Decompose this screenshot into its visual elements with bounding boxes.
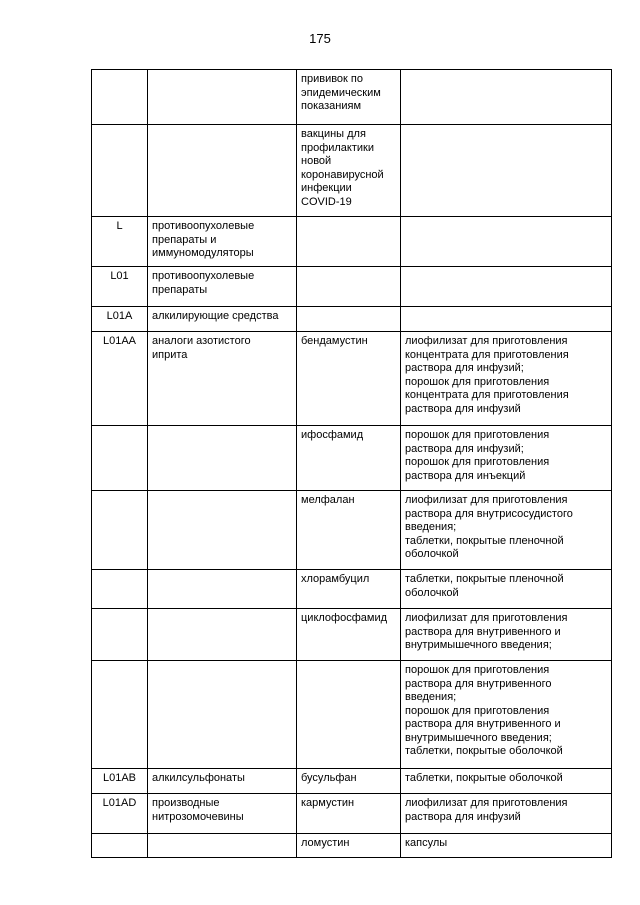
drug-name-cell: [297, 661, 401, 769]
dosage-form-cell: таблетки, покрытые оболочкой: [401, 769, 612, 794]
atc-code-cell: [92, 70, 148, 125]
group-name-cell: [148, 609, 297, 661]
group-name-cell: [148, 661, 297, 769]
drug-name-cell: циклофосфамид: [297, 609, 401, 661]
drug-name-cell: ломустин: [297, 834, 401, 858]
drug-name-cell: вакцины для профилактики новой коронавирусной инфекции COVID-19: [297, 125, 401, 217]
group-name-cell: аналоги азотистого иприта: [148, 332, 297, 426]
table-row: [92, 70, 612, 125]
group-name-cell: противоопухолевые препараты: [148, 267, 297, 307]
atc-code-cell: L01: [92, 267, 148, 307]
dosage-form-cell: [401, 125, 612, 217]
dosage-form-cell: лиофилизат для приготовления концентрата для приготовления раствора для инфузий; порошок для приготовления концентрата для приготовления раствора для инфузий: [401, 332, 612, 426]
table-row: [92, 794, 612, 834]
group-name-cell: [148, 570, 297, 609]
group-name-cell: [148, 125, 297, 217]
table-row: [92, 834, 612, 858]
atc-code-cell: [92, 570, 148, 609]
dosage-form-cell: [401, 217, 612, 267]
table-row: [92, 661, 612, 769]
dosage-form-cell: [401, 267, 612, 307]
drug-name-cell: бендамустин: [297, 332, 401, 426]
group-name-cell: алкилирующие средства: [148, 307, 297, 332]
atc-code-cell: [92, 834, 148, 858]
drug-table: [91, 69, 612, 858]
table-row: [92, 217, 612, 267]
group-name-cell: [148, 426, 297, 491]
atc-code-cell: L: [92, 217, 148, 267]
atc-code-cell: [92, 661, 148, 769]
atc-code-cell: L01AD: [92, 794, 148, 834]
dosage-form-cell: [401, 70, 612, 125]
drug-name-cell: [297, 267, 401, 307]
table-row: [92, 769, 612, 794]
table-row: [92, 332, 612, 426]
dosage-form-cell: [401, 307, 612, 332]
table-row: [92, 570, 612, 609]
dosage-form-cell: лиофилизат для приготовления раствора для внутрисосудистого введения; таблетки, покрытые пленочной оболочкой: [401, 491, 612, 570]
dosage-form-cell: лиофилизат для приготовления раствора для внутривенного и внутримышечного введения;: [401, 609, 612, 661]
atc-code-cell: L01A: [92, 307, 148, 332]
table-row: [92, 609, 612, 661]
drug-name-cell: ифосфамид: [297, 426, 401, 491]
drug-name-cell: хлорамбуцил: [297, 570, 401, 609]
drug-name-cell: [297, 217, 401, 267]
dosage-form-cell: порошок для приготовления раствора для внутривенного введения; порошок для приготовления раствора для внутривенного и внутримышечного введения; таблетки, покрытые оболочкой: [401, 661, 612, 769]
group-name-cell: алкилсульфонаты: [148, 769, 297, 794]
atc-code-cell: [92, 125, 148, 217]
table-row: [92, 307, 612, 332]
atc-code-cell: [92, 426, 148, 491]
table-row: [92, 426, 612, 491]
group-name-cell: производные нитрозомочевины: [148, 794, 297, 834]
drug-name-cell: мелфалан: [297, 491, 401, 570]
group-name-cell: [148, 834, 297, 858]
atc-code-cell: L01AB: [92, 769, 148, 794]
atc-code-cell: [92, 491, 148, 570]
table-row: [92, 267, 612, 307]
group-name-cell: [148, 491, 297, 570]
table-row: [92, 125, 612, 217]
atc-code-cell: [92, 609, 148, 661]
group-name-cell: противоопухолевые препараты и иммуномодуляторы: [148, 217, 297, 267]
dosage-form-cell: таблетки, покрытые пленочной оболочкой: [401, 570, 612, 609]
table-row: [92, 491, 612, 570]
dosage-form-cell: порошок для приготовления раствора для инфузий; порошок для приготовления раствора для инъекций: [401, 426, 612, 491]
group-name-cell: [148, 70, 297, 125]
drug-name-cell: [297, 307, 401, 332]
drug-name-cell: прививок по эпидемическим показаниям: [297, 70, 401, 125]
drug-name-cell: кармустин: [297, 794, 401, 834]
dosage-form-cell: лиофилизат для приготовления раствора для инфузий: [401, 794, 612, 834]
drug-name-cell: бусульфан: [297, 769, 401, 794]
atc-code-cell: L01AA: [92, 332, 148, 426]
dosage-form-cell: капсулы: [401, 834, 612, 858]
page-number: 175: [309, 31, 331, 46]
